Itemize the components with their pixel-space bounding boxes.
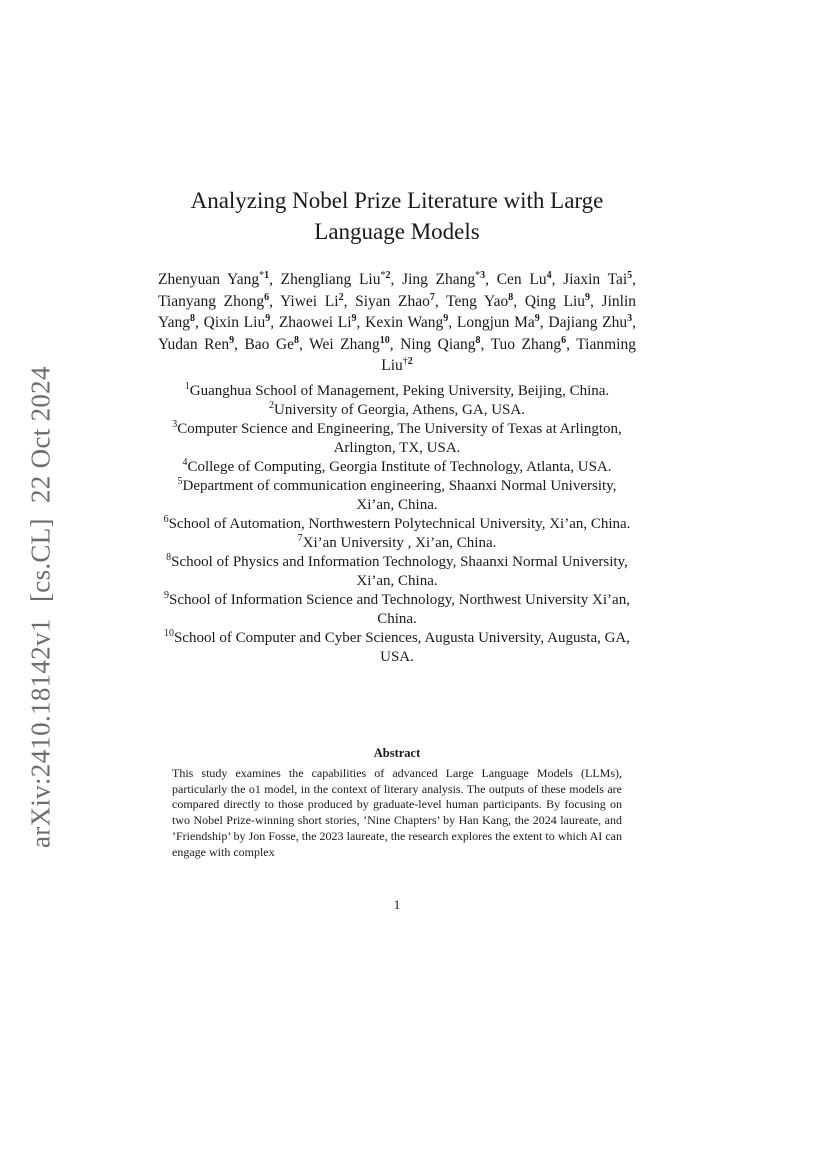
author: [158, 293, 269, 310]
author-list: Zhenyuan Yang$^{*1}$, Zhengliang Liu$^{*2}$, Jing Zhang$^{*3}$, Cen Lu$^4$, Jiaxin Tai$^5$, Tianyang Zhong$^6$, Yiwei Li$^2$, Siyan Zhao$^7$, Teng Yao$^8$, Qing Liu$^9$, Jinlin Yang$^8$, Qixin Liu$^9$, Zhaowei Li$^9$, Kexin Wang$^9$, Longjun Ma$^9$, Dajiang Zhu$^3$, Yudan Ren$^9$, Bao Ge$^8$, Wei Zhang$^{10}$, Ning Qiang$^8$, Tuo Zhang$^6$, Tianming Liu$^{\dagger 2}$: [158, 270, 637, 374]
author-note-symbol: †: [402, 356, 408, 367]
author-affiliation-number: 3: [627, 313, 633, 324]
affiliation-text: University of Georgia, Athens, GA, USA.: [274, 402, 525, 418]
author-name: Jiaxin Tai: [563, 271, 628, 288]
author-affiliation-mark: [294, 335, 299, 346]
affiliation-number: 7: [297, 533, 303, 544]
affiliation-text: Guanghua School of Management, Peking University, Beijing, China.: [189, 383, 610, 399]
abstract-body: This study examines the capabilities of advanced Large Language Models (LLMs), particularly the o1 model, in the context of literary analysis. The outputs of these models are compared directly to those produced by graduate-level human participants. By focusing on two Nobel Prize-winning short stories, ’Nine Chapters’ by Han Kang, the 2024 laureate, and ’Friendship’ by Jon Fosse, the 2023 laureate, the research explores the extent to which AI can engage with complex: [172, 766, 622, 859]
author-name: Tianyang Zhong: [158, 292, 265, 310]
author: [497, 271, 552, 288]
author-name: Qixin Liu: [203, 314, 266, 331]
author-note-symbol: *: [259, 270, 265, 281]
author-affiliation-number: 8: [475, 334, 481, 346]
affiliation: [158, 591, 636, 629]
author-name: Qing Liu: [524, 292, 586, 310]
author-affiliation-mark: [229, 335, 234, 346]
author-affiliation-mark: [352, 313, 357, 324]
author-affiliation-number: 8: [190, 313, 196, 324]
author: [402, 271, 485, 288]
author-affiliation-number: 2: [385, 270, 391, 281]
affiliation-number: 9: [164, 590, 170, 601]
page-number: 1: [393, 897, 401, 912]
author: [158, 271, 269, 288]
author-name: Tuo Zhang: [490, 335, 562, 353]
author: [525, 293, 590, 310]
author: [244, 336, 299, 353]
author-affiliation-mark: [380, 335, 390, 346]
arxiv-id: arXiv:2410.18142v1: [25, 618, 56, 849]
author-name: Ning Qiang: [400, 335, 476, 353]
author-name: Zhaowei Li: [278, 314, 352, 331]
affiliation-text: School of Information Science and Technology, Northwest University Xi’an, China.: [169, 592, 630, 627]
arxiv-category: [cs.CL]: [25, 518, 56, 603]
author-name: Yiwei Li: [280, 292, 339, 310]
affiliation: [158, 401, 636, 420]
author-affiliation-number: 10: [379, 334, 390, 346]
affiliation-text: Xi’an University , Xi’an, China.: [302, 535, 497, 551]
affiliation: [158, 477, 636, 515]
author-name: Jinlin Yang: [158, 292, 636, 331]
author-name: Bao Ge: [244, 335, 294, 353]
author-affiliation-number: 2: [338, 291, 344, 303]
author: [158, 336, 234, 353]
author-affiliation-number: 8: [294, 334, 299, 346]
title-line: Language Models: [314, 219, 480, 244]
author-affiliation-mark: [627, 313, 632, 324]
author-affiliation-mark: [190, 313, 195, 324]
author-affiliation-mark: [585, 292, 590, 303]
affiliation-text: Computer Science and Engineering, The University of Texas at Arlington, Arlington, TX, USA.: [177, 421, 622, 456]
author-name: Zhenyuan Yang: [158, 271, 260, 288]
author: [365, 314, 448, 331]
author-affiliation-number: 9: [229, 334, 235, 346]
affiliation-number: 2: [269, 400, 275, 411]
author-name: Zhengliang Liu: [280, 271, 381, 288]
affiliation: [158, 458, 636, 477]
author-affiliation-number: 6: [561, 334, 567, 346]
author-name: Siyan Zhao: [355, 292, 430, 310]
affiliation: [158, 553, 636, 591]
author: [280, 293, 343, 310]
author-name: Tianming Liu: [381, 335, 636, 374]
affiliation-text: School of Computer and Cyber Sciences, Augusta University, Augusta, GA, USA.: [173, 630, 631, 665]
affiliation-number: 4: [182, 457, 188, 468]
author-affiliation-number: 1: [264, 270, 270, 281]
author-name: Wei Zhang: [309, 335, 380, 353]
author-note-symbol: *: [475, 270, 481, 281]
author-affiliation-mark: [561, 335, 566, 346]
author-affiliation-mark: [264, 292, 269, 303]
author-affiliation-number: 4: [546, 270, 552, 281]
affiliation-text: Department of communication engineering, Shaanxi Normal University, Xi’an, China.: [182, 478, 617, 513]
author-affiliation-mark: [339, 292, 344, 303]
author: [281, 271, 391, 288]
author: [309, 336, 390, 353]
author-affiliation-number: 3: [480, 270, 486, 281]
abstract-heading: Abstract: [373, 746, 421, 760]
author-name: Dajiang Zhu: [548, 314, 628, 331]
author: [279, 314, 357, 331]
author: [204, 314, 271, 331]
author-affiliation-mark: [430, 292, 435, 303]
affiliation-text: School of Physics and Information Technology, Shaanxi Normal University, Xi’an, China.: [171, 554, 628, 589]
affiliation: [158, 515, 636, 534]
author-note-symbol: *: [380, 270, 386, 281]
author: [400, 336, 480, 353]
arxiv-stamp: [18, 365, 64, 849]
affiliation-number: 8: [166, 552, 172, 563]
author-affiliation-mark: [547, 270, 552, 281]
author-affiliation-number: 5: [627, 270, 633, 281]
author-affiliation-mark: [508, 292, 513, 303]
affiliation-number: 10: [163, 628, 174, 639]
author-affiliation-number: 9: [534, 313, 540, 324]
author: [563, 271, 632, 288]
affiliation-list: [158, 382, 636, 667]
author-name: Teng Yao: [446, 292, 509, 310]
affiliation-text: School of Automation, Northwestern Polytechnical University, Xi’an, China.: [168, 516, 631, 532]
author-affiliation-mark: [265, 313, 270, 324]
author-affiliation-mark: [403, 356, 413, 367]
affiliation: [158, 534, 636, 553]
author-affiliation-number: 9: [585, 291, 591, 303]
author-name: Jing Zhang: [402, 271, 476, 288]
affiliation-number: 3: [172, 419, 178, 430]
author-affiliation-mark: [535, 313, 540, 324]
author-affiliation-mark: [380, 270, 390, 281]
author: [491, 336, 567, 353]
author: [548, 314, 632, 331]
author: [457, 314, 540, 331]
affiliation: [158, 420, 636, 458]
affiliation-text: College of Computing, Georgia Institute of Technology, Atlanta, USA.: [187, 459, 612, 475]
author-affiliation-number: 2: [407, 356, 413, 367]
author: [355, 293, 435, 310]
paper-title: [150, 185, 644, 247]
author-name: Yudan Ren: [158, 335, 230, 353]
author-name: Longjun Ma: [456, 314, 535, 331]
affiliation-number: 1: [184, 381, 190, 392]
author-affiliation-number: 6: [264, 291, 270, 303]
author-affiliation-mark: [443, 313, 448, 324]
affiliation-number: 5: [177, 476, 183, 487]
author-affiliation-mark: [627, 270, 632, 281]
author-affiliation-number: 9: [443, 313, 449, 324]
affiliation: [158, 382, 636, 401]
author-affiliation-number: 8: [508, 291, 514, 303]
author-affiliation-number: 9: [351, 313, 357, 324]
author-affiliation-number: 9: [265, 313, 271, 324]
affiliation-number: 6: [163, 514, 169, 525]
author-affiliation-number: 7: [429, 291, 435, 303]
author: [446, 293, 513, 310]
affiliation: [158, 629, 636, 667]
author-affiliation-mark: [259, 270, 269, 281]
author-name: Kexin Wang: [365, 314, 444, 331]
author-affiliation-mark: [475, 270, 485, 281]
title-line: Analyzing Nobel Prize Literature with Large: [190, 188, 604, 213]
arxiv-date: 22 Oct 2024: [25, 365, 56, 503]
author-name: Cen Lu: [496, 271, 547, 288]
author-affiliation-mark: [476, 335, 481, 346]
